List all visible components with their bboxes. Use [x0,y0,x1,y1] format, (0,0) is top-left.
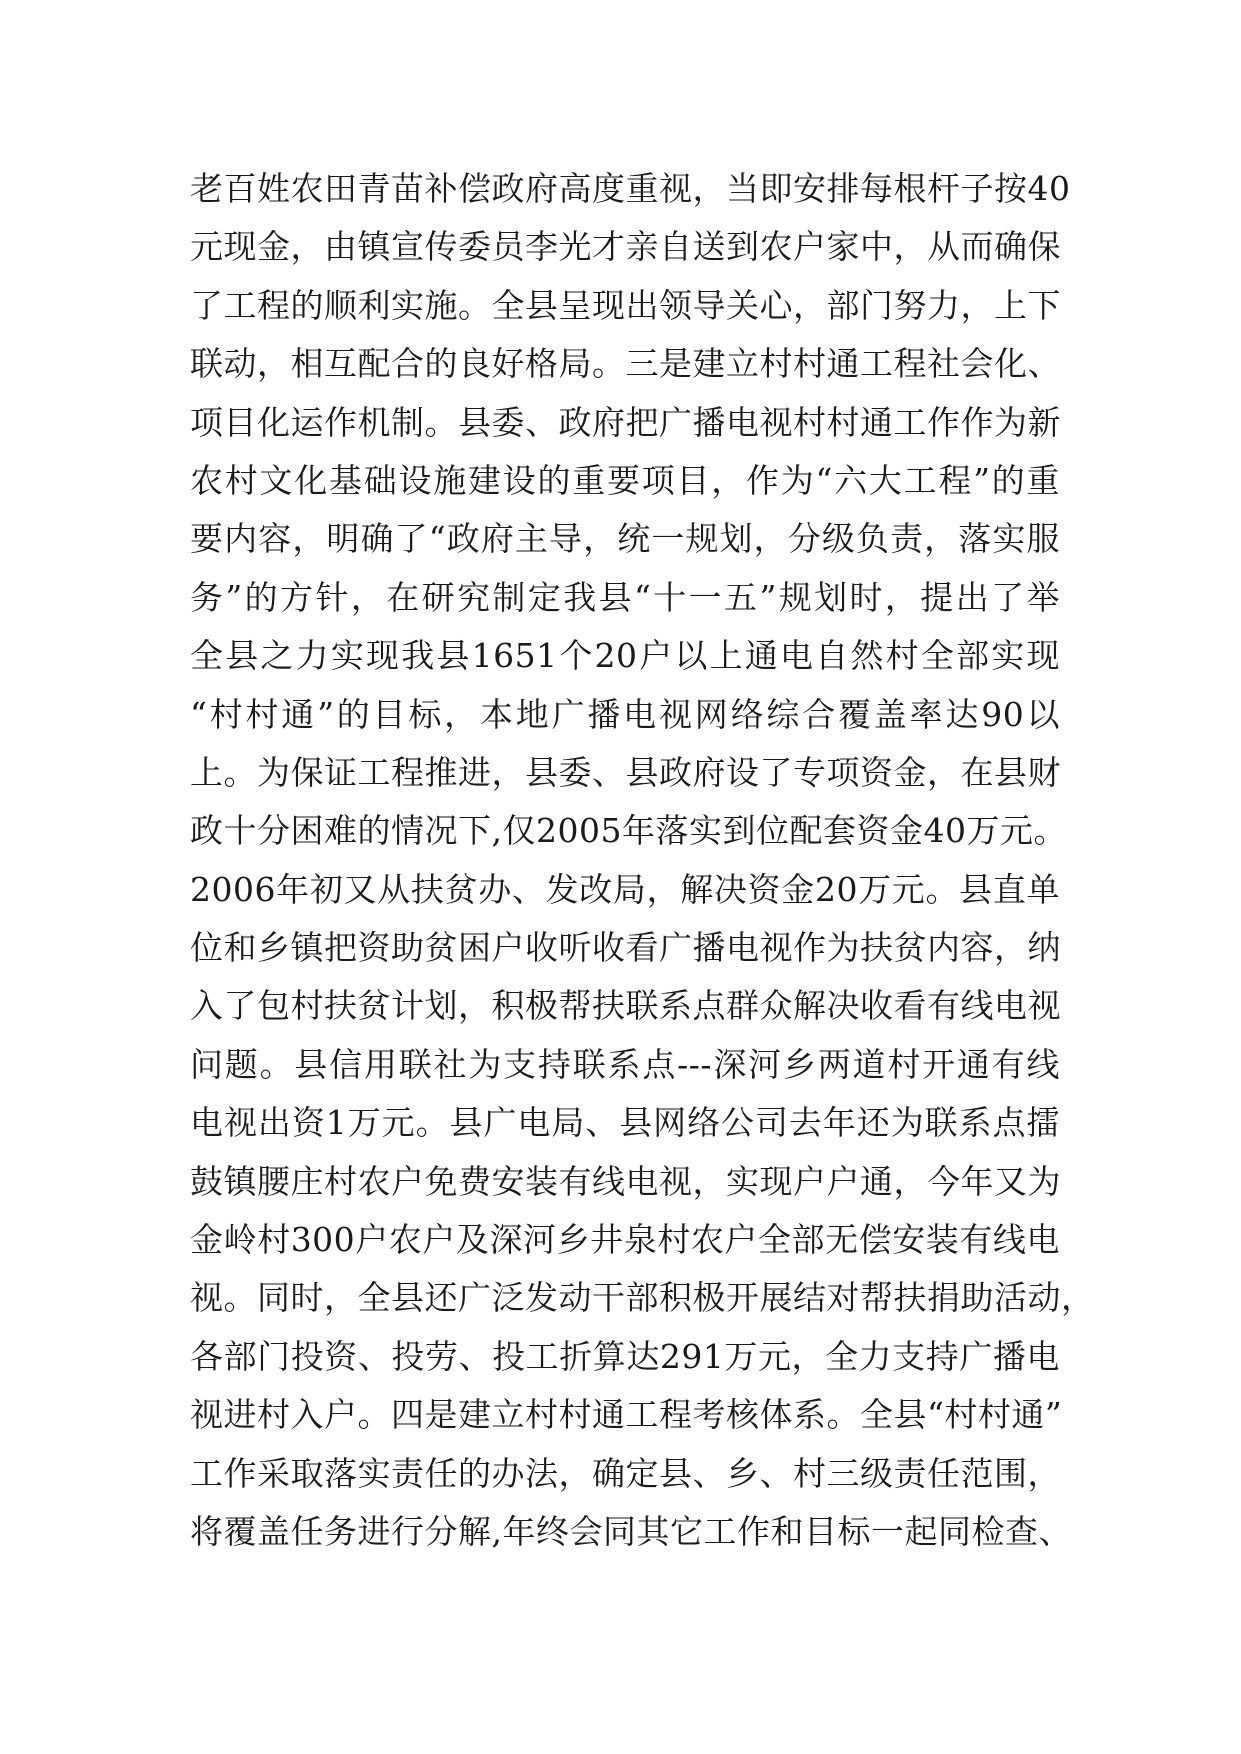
text-line: 视进村入户。四是建立村村通工程考核体系。全县“村村通” [190,1395,1063,1435]
text-line: 老百姓农田青苗补偿政府高度重视，当即安排每根杆子按40 [190,169,1071,208]
text-line: 上。为保证工程推进，县委、县政府设了专项资金，在县财 [190,752,1061,792]
text-line: 各部门投资、投劳、投工折算达291万元，全力支持广播电 [190,1336,1060,1376]
text-line: 政十分困难的情况下,仅2005年落实到位配套资金40万元。 [190,811,1067,851]
text-line: 农村文化基础设施建设的重要项目，作为“六大工程”的重 [190,460,1060,500]
body-text [190,160,1095,1561]
text-line: 电视出资1万元。县广电局、县网络公司去年还为联系点擂 [190,1103,1060,1143]
text-line: 了工程的顺利实施。全县呈现出领导关心，部门努力，上下 [190,285,1061,325]
text-line: 2006年初又从扶贫办、发改局，解决资金20万元。县直单 [190,869,1060,909]
text-line: 入了包村扶贫计划，积极帮扶联系点群众解决收看有线电视 [190,986,1061,1026]
text-line: 工作采取落实责任的办法，确定县、乡、村三级责任范围， [190,1453,1061,1493]
text-line: 将覆盖任务进行分解,年终会同其它工作和目标一起同检查、 [190,1511,1072,1551]
text-line: 项目化运作机制。县委、政府把广播电视村村通工作作为新 [190,402,1061,442]
text-line: 金岭村300户农户及深河乡井泉村农户全部无偿安装有线电 [190,1220,1060,1260]
text-line: 视。同时，全县还广泛发动干部积极开展结对帮扶捐助活动， [190,1278,1095,1318]
text-line: 问题。县信用联社为支持联系点---深河乡两道村开通有线 [190,1044,1060,1084]
text-line: “村村通”的目标，本地广播电视网络综合覆盖率达90以 [190,694,1060,734]
text-line: 要内容，明确了“政府主导，统一规划，分级负责，落实服 [190,519,1060,559]
text-line: 元现金，由镇宣传委员李光才亲自送到农户家中，从而确保 [190,227,1061,267]
text-line: 全县之力实现我县1651个20户以上通电自然村全部实现 [190,636,1060,676]
text-line: 位和乡镇把资助贫困户收听收看广播电视作为扶贫内容，纳 [190,928,1061,968]
text-line: 务”的方针，在研究制定我县“十一五”规划时，提出了举 [190,577,1060,617]
text-line: 鼓镇腰庄村农户免费安装有线电视，实现户户通，今年又为 [190,1161,1061,1201]
text-line: 联动，相互配合的良好格局。三是建立村村通工程社会化、 [190,344,1061,384]
